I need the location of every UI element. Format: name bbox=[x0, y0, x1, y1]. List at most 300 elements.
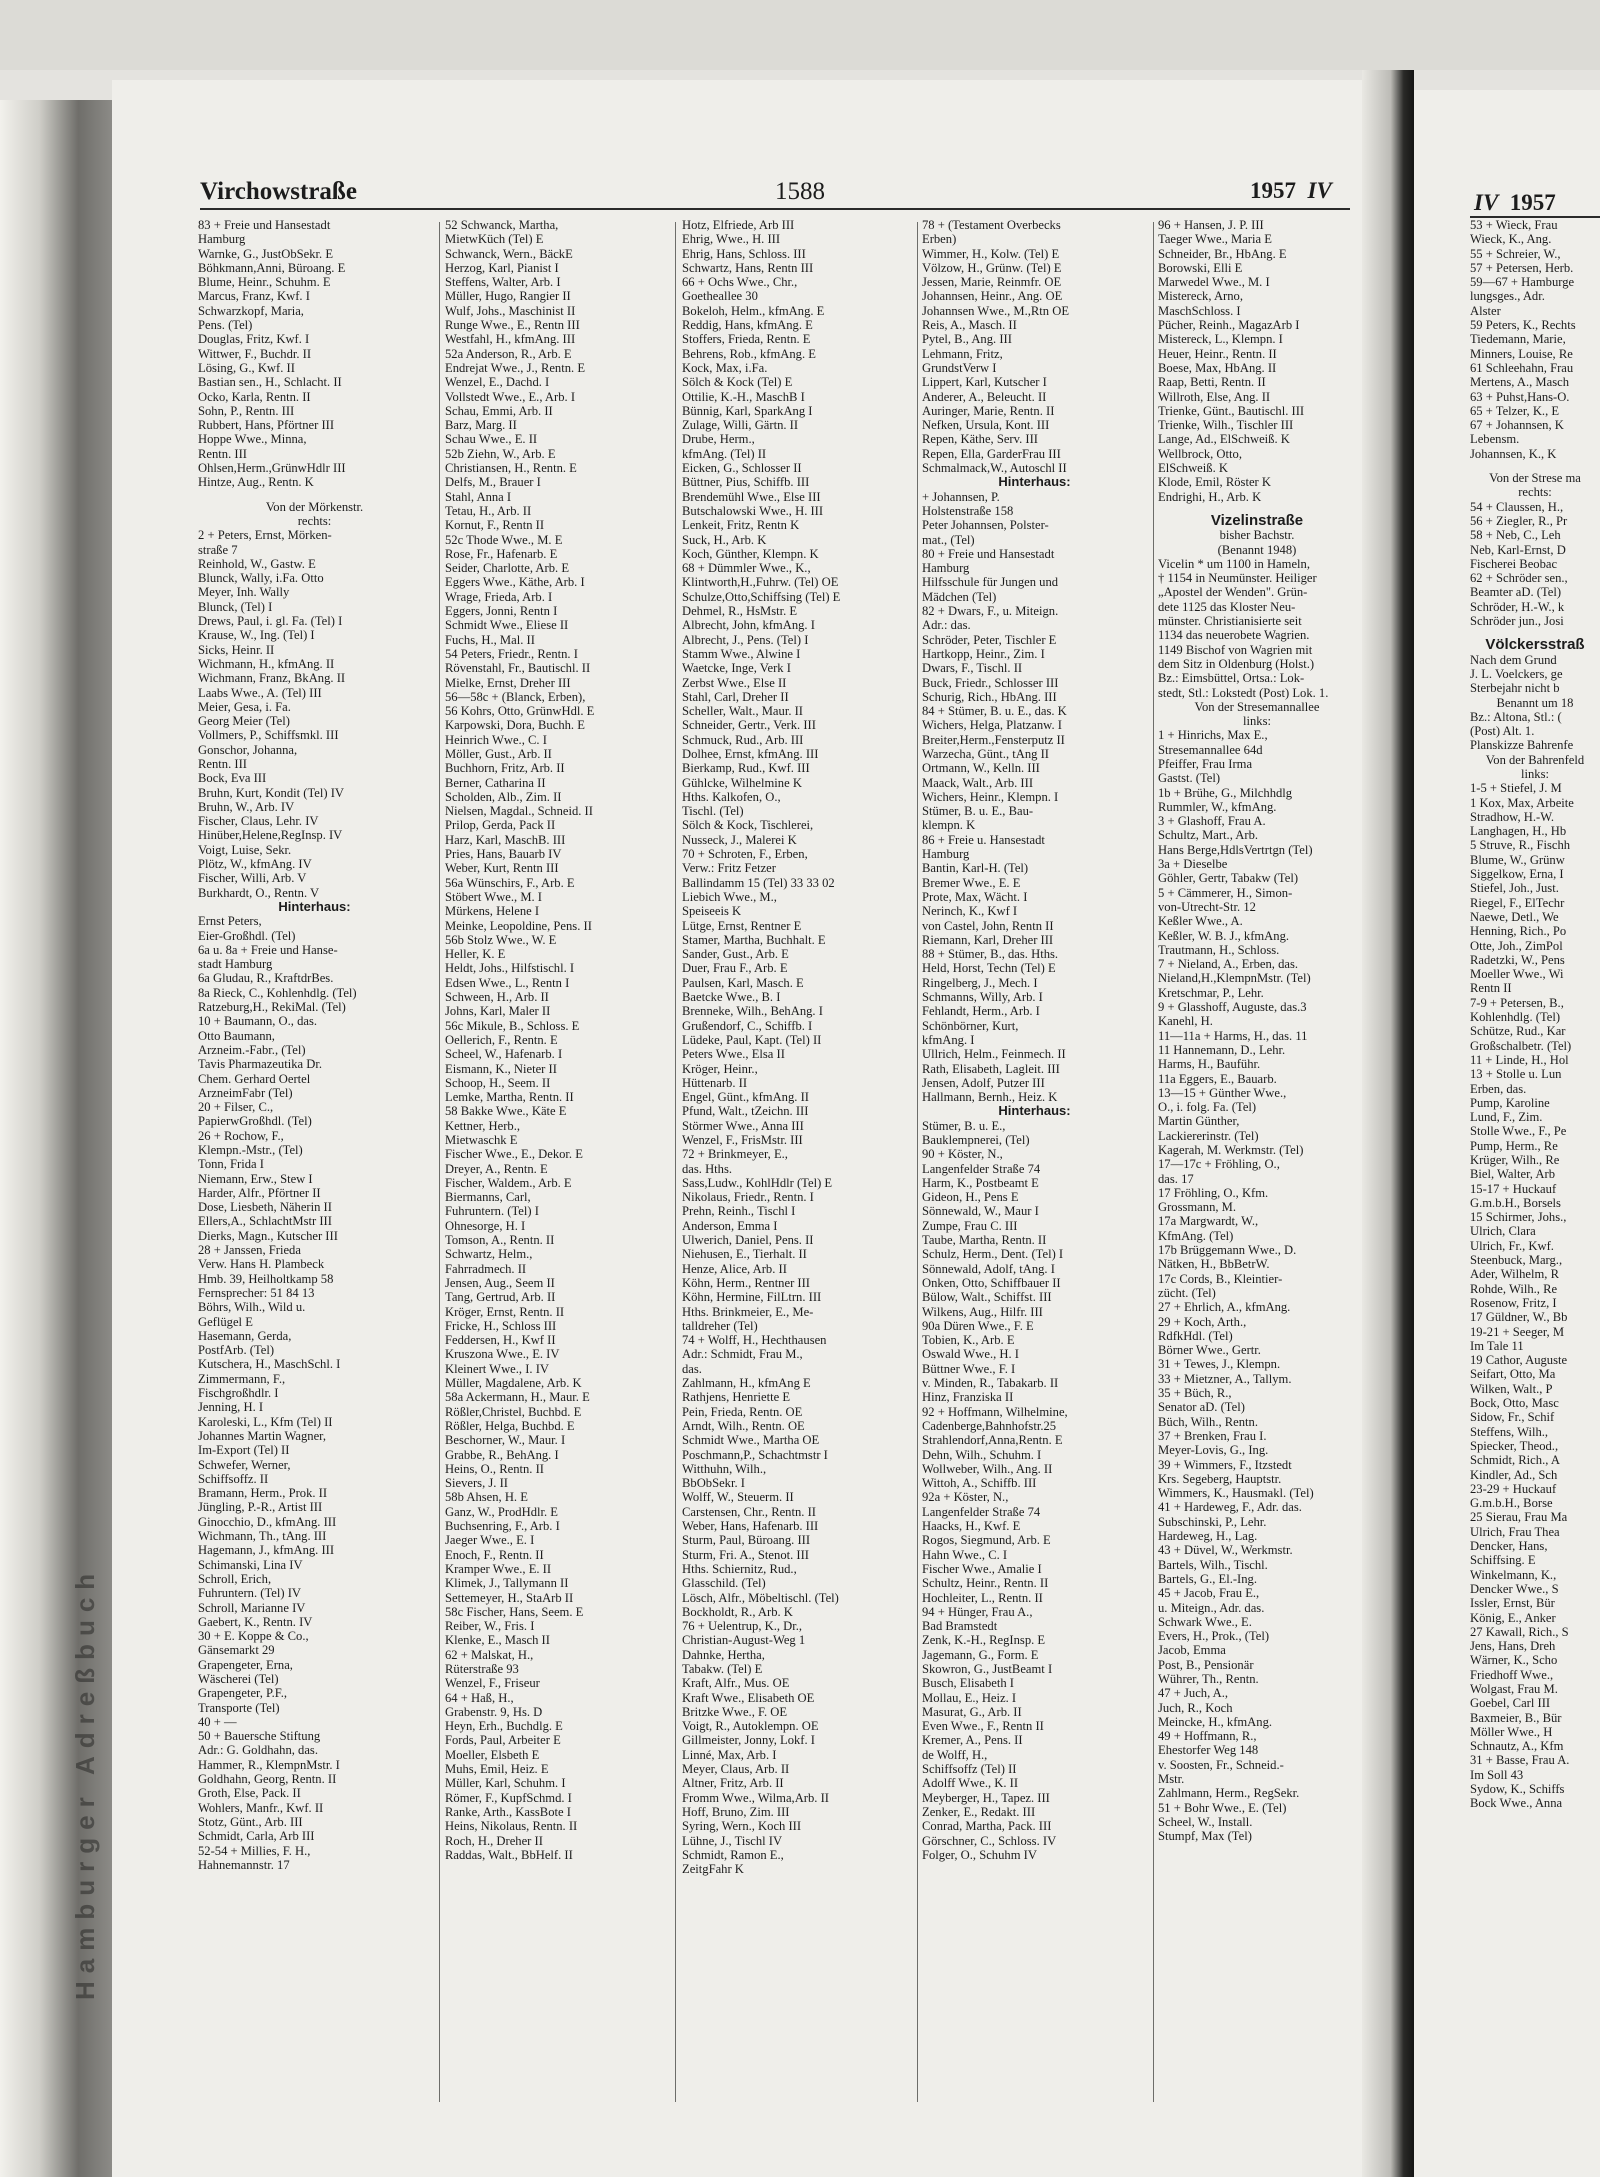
directory-column-5 bbox=[1158, 218, 1356, 1844]
directory-entry: Subschinski, P., Lehr. bbox=[1158, 1514, 1267, 1529]
directory-entry: Ernst Peters, bbox=[198, 914, 262, 929]
directory-entry: Kröger, Ernst, Rentn. II bbox=[445, 1304, 565, 1319]
directory-entry: Gaebert, K., Rentn. IV bbox=[198, 1614, 313, 1629]
directory-entry: kfmAng. I bbox=[922, 1032, 975, 1047]
directory-entry: 17b Brüggemann Wwe., D. bbox=[1158, 1243, 1297, 1258]
directory-entry: rechts: bbox=[1518, 485, 1552, 500]
directory-entry: Fromm Wwe., Wilma,Arb. II bbox=[682, 1790, 829, 1805]
directory-entry: 88 + Stümer, B., das. Hths. bbox=[922, 947, 1059, 962]
directory-entry: Ballindamm 15 (Tel) 33 33 02 bbox=[682, 875, 835, 890]
directory-entry: Lippert, Karl, Kutscher I bbox=[922, 375, 1047, 390]
directory-entry: Neb, Karl-Ernst, D bbox=[1470, 542, 1566, 557]
directory-entry: Reis, A., Masch. II bbox=[922, 318, 1017, 333]
directory-entry: Jens, Hans, Dreh bbox=[1470, 1639, 1556, 1654]
directory-entry: Pries, Hans, Bauarb IV bbox=[445, 847, 562, 862]
directory-entry: 52 Schwanck, Martha, bbox=[445, 218, 559, 232]
directory-entry: Hagemann, J., kfmAng. III bbox=[198, 1543, 335, 1558]
directory-entry: Plötz, W., kfmAng. IV bbox=[198, 857, 312, 872]
directory-entry: Blume, W., Grünw bbox=[1470, 852, 1565, 867]
directory-entry: Ehestorfer Weg 148 bbox=[1158, 1743, 1259, 1758]
directory-entry: Hinterhaus: bbox=[998, 474, 1071, 490]
directory-entry: Zimmermann, F., bbox=[198, 1371, 286, 1386]
directory-entry: 83 + Freie und Hansestadt bbox=[198, 218, 331, 232]
directory-entry: Schultz, Mart., Arb. bbox=[1158, 828, 1259, 843]
directory-entry: Kruszona Wwe., E. IV bbox=[445, 1347, 560, 1362]
directory-entry: Even Wwe., F., Rentn II bbox=[922, 1719, 1044, 1734]
directory-entry: Sander, Gust., Arb. E bbox=[682, 947, 789, 962]
directory-entry: Riegel, F., ElTechr bbox=[1470, 895, 1565, 910]
directory-entry: Meincke, H., kfmAng. bbox=[1158, 1714, 1273, 1729]
directory-entry: Riemann, Karl, Dreher III bbox=[922, 932, 1054, 947]
directory-entry: Mollau, E., Heiz. I bbox=[922, 1690, 1017, 1705]
directory-entry: Lange, Ad., ElSchweiß. K bbox=[1158, 432, 1290, 447]
directory-entry: Zenk, K.-H., RegInsp. E bbox=[922, 1633, 1046, 1648]
directory-entry: das. bbox=[682, 1361, 702, 1376]
directory-entry: Kremer, A., Pens. II bbox=[922, 1733, 1023, 1748]
directory-entry: Müller, Hugo, Rangier II bbox=[445, 289, 571, 304]
directory-entry: Karpowski, Dora, Buchh. E bbox=[445, 718, 585, 733]
directory-entry: Niehusen, E., Tierhalt. II bbox=[682, 1247, 807, 1262]
directory-entry: 54 Peters, Friedr., Rentn. I bbox=[445, 646, 578, 661]
directory-entry: Carstensen, Chr., Rentn. II bbox=[682, 1504, 816, 1519]
directory-entry: Tonn, Frida I bbox=[198, 1157, 264, 1172]
directory-entry: Blunck, (Tel) I bbox=[198, 599, 273, 614]
directory-entry: Hths. Brinkmeier, E., Me- bbox=[682, 1304, 814, 1319]
directory-entry: Liebich Wwe., M., bbox=[682, 889, 777, 904]
directory-entry: Tavis Pharmazeutika Dr. bbox=[198, 1057, 322, 1072]
directory-entry: Krs. Segeberg, Hauptstr. bbox=[1158, 1471, 1282, 1486]
directory-entry: Post, B., Pensionär bbox=[1158, 1657, 1254, 1672]
directory-entry: Beamter aD. (Tel) bbox=[1470, 585, 1562, 600]
directory-entry: Bruhn, Kurt, Kondit (Tel) IV bbox=[198, 785, 345, 800]
directory-entry: Wenzel, E., Dachd. I bbox=[445, 375, 550, 390]
directory-entry: Schmidt, Ramon E., bbox=[682, 1847, 784, 1862]
directory-entry: Wärner, K., Scho bbox=[1470, 1653, 1558, 1668]
directory-entry: 68 + Dümmler Wwe., K., bbox=[682, 561, 811, 576]
directory-entry: Tobien, K., Arb. E bbox=[922, 1333, 1015, 1348]
directory-entry: Meyer-Lovis, G., Ing. bbox=[1158, 1443, 1269, 1458]
directory-entry: J. L. Voelckers, ge bbox=[1470, 666, 1563, 681]
directory-entry: Nieland,H.,KlempnMstr. (Tel) bbox=[1158, 971, 1311, 986]
directory-entry: Fernsprecher: 51 84 13 bbox=[198, 1285, 315, 1300]
directory-entry: Stamer, Martha, Buchhalt. E bbox=[682, 932, 826, 947]
directory-entry: Maack, Walt., Arb. III bbox=[922, 775, 1034, 790]
directory-entry: Sohn, P., Rentn. III bbox=[198, 403, 295, 418]
directory-entry: 19 Cathor, Auguste bbox=[1470, 1353, 1568, 1368]
directory-entry: Wilken, Walt., P bbox=[1470, 1381, 1553, 1396]
directory-entry: Senator aD. (Tel) bbox=[1158, 1400, 1245, 1415]
directory-entry: Stamm Wwe., Alwine I bbox=[682, 646, 801, 661]
directory-entry: 62 + Malskat, H., bbox=[445, 1647, 534, 1662]
directory-entry: Vollstedt Wwe., E., Arb. I bbox=[445, 389, 576, 404]
directory-entry: de Wolff, H., bbox=[922, 1747, 988, 1762]
directory-entry: Roch, H., Dreher II bbox=[445, 1833, 543, 1848]
directory-entry: Meyberger, H., Tapez. III bbox=[922, 1790, 1050, 1805]
directory-entry: links: bbox=[1521, 766, 1549, 781]
directory-entry: Hallmann, Bernh., Heiz. K bbox=[922, 1090, 1058, 1105]
directory-entry: Zahlmann, H., kfmAng E bbox=[682, 1376, 811, 1391]
directory-entry: Douglas, Fritz, Kwf. I bbox=[198, 332, 310, 347]
directory-entry: Stumpf, Max (Tel) bbox=[1158, 1829, 1252, 1844]
directory-entry: Lemke, Martha, Rentn. II bbox=[445, 1090, 574, 1105]
directory-entry: Repen, Käthe, Serv. III bbox=[922, 432, 1038, 447]
directory-entry: 1-5 + Stiefel, J. M bbox=[1470, 781, 1562, 796]
directory-entry: Wulf, Johs., Maschinist II bbox=[445, 303, 576, 318]
directory-entry: Von der Mörkenstr. bbox=[265, 499, 364, 514]
directory-entry: Ranke, Arth., KassBote I bbox=[445, 1804, 571, 1819]
directory-entry: Wenzel, F., FrisMstr. III bbox=[682, 1133, 803, 1147]
directory-entry: Fischgroßhdlr. I bbox=[198, 1386, 279, 1401]
directory-entry: Adr.: G. Goldhahn, das. bbox=[198, 1743, 318, 1758]
directory-entry: Verw.: Fritz Fetzer bbox=[682, 861, 776, 876]
directory-entry: Pein, Frieda, Rentn. OE bbox=[682, 1404, 803, 1419]
directory-entry: 30 + E. Koppe & Co., bbox=[198, 1629, 309, 1644]
directory-entry: 58c Fischer, Hans, Seem. E bbox=[445, 1604, 584, 1619]
directory-entry: Pens. (Tel) bbox=[198, 318, 253, 333]
directory-entry: Rummler, W., kfmAng. bbox=[1158, 799, 1277, 814]
directory-entry: Christian-August-Weg 1 bbox=[682, 1633, 806, 1648]
directory-entry: Bock, Eva III bbox=[198, 771, 267, 786]
directory-entry: Hamburg bbox=[198, 232, 246, 247]
right-page-heading bbox=[1474, 190, 1556, 216]
directory-entry: 92 + Hoffmann, Wilhelmine, bbox=[922, 1404, 1068, 1419]
directory-entry: Erben) bbox=[922, 232, 957, 247]
directory-entry: Hinterhaus: bbox=[278, 898, 351, 914]
directory-entry: Peters Wwe., Elsa II bbox=[682, 1047, 785, 1062]
directory-entry: Mstr. bbox=[1158, 1772, 1185, 1787]
directory-entry: Seider, Charlotte, Arb. E bbox=[445, 561, 570, 576]
directory-entry: 52-54 + Millies, F. H., bbox=[198, 1843, 311, 1858]
directory-entry: 23-29 + Huckauf bbox=[1470, 1481, 1557, 1496]
directory-entry: Ulrich, Clara bbox=[1470, 1224, 1536, 1239]
directory-entry: MietwKüch (Tel) E bbox=[445, 232, 544, 247]
directory-entry: 1149 Bischof von Wagrien mit bbox=[1158, 642, 1313, 657]
directory-entry: klempn. K bbox=[922, 818, 976, 833]
directory-entry: Lehmann, Fritz, bbox=[922, 346, 1003, 361]
directory-entry: Rentn II bbox=[1470, 981, 1512, 996]
directory-entry: Adr.: das. bbox=[922, 618, 971, 633]
directory-entry: mat., (Tel) bbox=[922, 532, 975, 547]
directory-entry: zücht. (Tel) bbox=[1158, 1285, 1216, 1300]
directory-entry: Arzneim.-Fabr., (Tel) bbox=[198, 1042, 306, 1057]
directory-entry: Auringer, Marie, Rentn. II bbox=[922, 403, 1055, 418]
directory-entry: Harder, Alfr., Pförtner II bbox=[198, 1185, 321, 1200]
directory-entry: Schwark Wwe., E. bbox=[1158, 1614, 1252, 1629]
directory-entry: Schimanski, Lina IV bbox=[198, 1557, 303, 1572]
directory-entry: Nach dem Grund bbox=[1470, 652, 1557, 667]
directory-entry: Schwefer, Werner, bbox=[198, 1457, 291, 1472]
directory-entry: 94 + Hünger, Frau A., bbox=[922, 1604, 1033, 1619]
directory-entry: Sturm, Fri. A., Stenot. III bbox=[682, 1547, 809, 1562]
street-section-heading: Völckersstraß bbox=[1485, 636, 1585, 654]
directory-entry: Blume, Heinr., Schuhm. E bbox=[198, 275, 331, 290]
directory-entry: Wichmann, Th., tAng. III bbox=[198, 1529, 327, 1544]
directory-entry: Repen, Ella, GarderFrau III bbox=[922, 446, 1061, 461]
directory-entry: Albrecht, John, kfmAng. I bbox=[682, 618, 815, 633]
directory-entry: Göhler, Gertr, Tabakw (Tel) bbox=[1158, 871, 1299, 886]
directory-entry: 52a Anderson, R., Arb. E bbox=[445, 346, 572, 361]
directory-entry: Christiansen, H., Rentn. E bbox=[445, 461, 577, 476]
directory-entry: Fuhruntern. (Tel) IV bbox=[198, 1586, 301, 1601]
directory-entry: Grußendorf, C., Schiffb. I bbox=[682, 1018, 813, 1033]
directory-entry: 64 + Haß, H., bbox=[445, 1690, 514, 1705]
directory-entry: 11a Eggers, E., Bauarb. bbox=[1158, 1071, 1277, 1086]
directory-entry: Grabenstr. 9, Hs. D bbox=[445, 1704, 543, 1719]
directory-entry: König, E., Anker bbox=[1470, 1610, 1556, 1625]
directory-entry: Harms, H., Bauführ. bbox=[1158, 1057, 1261, 1072]
directory-entry: Pfund, Walt., tZeichn. III bbox=[682, 1104, 809, 1119]
directory-entry: Bokeloh, Helm., kfmAng. E bbox=[682, 303, 825, 318]
directory-entry: Römer, F., KupfSchmd. I bbox=[445, 1790, 572, 1805]
directory-entry: 11 + Linde, H., Hol bbox=[1470, 1052, 1569, 1067]
directory-entry: Ratzeburg,H., RekiMal. (Tel) bbox=[198, 1000, 346, 1015]
directory-entry: Jensen, Adolf, Putzer III bbox=[922, 1075, 1045, 1090]
directory-entry: 51 + Bohr Wwe., E. (Tel) bbox=[1158, 1800, 1287, 1815]
directory-entry: 56 + Ziegler, R., Pr bbox=[1470, 513, 1568, 528]
directory-entry: Schwartz, Hans, Rentn III bbox=[682, 260, 814, 275]
directory-entry: Schwartz, Helm., bbox=[445, 1247, 533, 1262]
directory-entry: rechts: bbox=[297, 513, 332, 528]
directory-entry: Suck, H., Arb. K bbox=[682, 532, 767, 547]
directory-entry: 58a Ackermann, H., Maur. E bbox=[445, 1390, 590, 1405]
directory-entry: 15-17 + Huckauf bbox=[1470, 1181, 1557, 1196]
directory-entry: Prehn, Reinh., Tischl I bbox=[682, 1204, 796, 1219]
directory-entry: Sidow, Fr., Schif bbox=[1470, 1410, 1555, 1425]
directory-entry: Lackiererinstr. (Tel) bbox=[1158, 1128, 1259, 1143]
directory-entry: Fischer, Willi, Arb. V bbox=[198, 871, 307, 886]
directory-entry: Klintworth,H.,Fuhrw. (Tel) OE bbox=[682, 575, 839, 590]
directory-entry: PostfArb. (Tel) bbox=[198, 1343, 275, 1358]
directory-entry: † 1154 in Neumünster. Heiliger bbox=[1158, 571, 1317, 586]
directory-entry: Warzecha, Günt., tAng II bbox=[922, 746, 1049, 761]
directory-entry: Schröder jun., Josi bbox=[1470, 614, 1564, 629]
directory-entry: Bastian sen., H., Schlacht. II bbox=[198, 375, 342, 390]
directory-entry: Nefken, Ursula, Kont. III bbox=[922, 418, 1050, 433]
directory-entry: Dose, Liesbeth, Näherin II bbox=[198, 1200, 332, 1215]
directory-entry: Wittwer, F., Buchdr. II bbox=[198, 346, 312, 361]
directory-entry: Kutschera, H., MaschSchl. I bbox=[198, 1357, 341, 1372]
directory-entry: Schau Wwe., E. II bbox=[445, 432, 538, 447]
directory-entry: Wührer, Th., Rentn. bbox=[1158, 1671, 1259, 1686]
directory-entry: Keßler, W. B. J., kfmAng. bbox=[1158, 928, 1290, 943]
directory-entry: Held, Horst, Techn (Tel) E bbox=[922, 961, 1056, 976]
directory-entry: Paulsen, Karl, Masch. E bbox=[682, 975, 804, 990]
directory-entry: 58 + Neb, C., Leh bbox=[1470, 528, 1561, 543]
directory-entry: Sölch & Kock, Tischlerei, bbox=[682, 818, 814, 833]
directory-entry: Holstenstraße 158 bbox=[922, 503, 1014, 518]
page-number: 1588 bbox=[775, 178, 825, 205]
directory-entry: Trienke, Günt., Bautischl. III bbox=[1158, 403, 1305, 418]
directory-entry: Jacob, Emma bbox=[1158, 1643, 1226, 1658]
directory-entry: Hochleiter, L., Rentn. II bbox=[922, 1590, 1043, 1605]
directory-entry: Eier-Großhdl. (Tel) bbox=[198, 928, 296, 943]
directory-entry: Hammer, R., KlempnMstr. I bbox=[198, 1757, 340, 1772]
directory-entry: 28 + Janssen, Frieda bbox=[198, 1243, 301, 1258]
directory-entry: Bock Wwe., Anna bbox=[1470, 1796, 1563, 1811]
directory-entry: Sölch & Kock (Tel) E bbox=[682, 375, 793, 390]
directory-entry: Hahn Wwe., C. I bbox=[922, 1547, 1008, 1562]
directory-entry: Ulrich, Fr., Kwf. bbox=[1470, 1238, 1554, 1253]
directory-entry: Schneider, Gertr., Verk. III bbox=[682, 718, 816, 733]
directory-entry: Minners, Louise, Re bbox=[1470, 346, 1573, 361]
directory-entry: 25 Sierau, Frau Ma bbox=[1470, 1510, 1568, 1525]
directory-entry: + Johannsen, P. bbox=[922, 489, 1000, 504]
directory-entry: Bruhn, W., Arb. IV bbox=[198, 799, 295, 814]
directory-entry: Ohnesorge, H. I bbox=[445, 1218, 526, 1233]
directory-entry: Bülow, Walt., Schiffst. III bbox=[922, 1290, 1052, 1305]
directory-entry: Grabbe, R., BehAng. I bbox=[445, 1447, 559, 1462]
directory-entry: Pfeiffer, Frau Irma bbox=[1158, 756, 1253, 771]
directory-entry: Buchsenring, F., Arb. I bbox=[445, 1519, 560, 1534]
directory-entry: Johns, Karl, Maler II bbox=[445, 1004, 551, 1019]
directory-entry: Borowski, Elli E bbox=[1158, 260, 1243, 275]
directory-entry: 37 + Brenken, Frau I. bbox=[1158, 1428, 1267, 1443]
directory-entry: Stümer, B. u. E., Bau- bbox=[922, 804, 1034, 819]
directory-entry: Klenke, E., Masch II bbox=[445, 1633, 550, 1648]
directory-entry: Glasschild. (Tel) bbox=[682, 1576, 766, 1591]
directory-entry: Fahrradmech. II bbox=[445, 1261, 527, 1276]
directory-entry: 52b Ziehn, W., Arb. E bbox=[445, 446, 556, 461]
directory-entry: Groth, Else, Pack. II bbox=[198, 1786, 301, 1801]
directory-entry: Rentn. III bbox=[198, 446, 247, 461]
directory-entry: Eggers, Jonni, Rentn I bbox=[445, 604, 558, 619]
directory-entry: Ehrig, Hans, Schloss. III bbox=[682, 246, 806, 261]
directory-entry: Müller, Magdalene, Arb. K bbox=[445, 1376, 582, 1391]
directory-entry: Steffens, Wilh., bbox=[1470, 1424, 1549, 1439]
directory-entry: Klimek, J., Tallymann II bbox=[445, 1576, 569, 1591]
directory-entry: Radetzki, W., Pens bbox=[1470, 952, 1565, 967]
spine-lettering: Hamburger Adreßbuch bbox=[70, 1565, 100, 2000]
directory-entry: Tabakw. (Tel) E bbox=[682, 1661, 763, 1676]
directory-entry: 26 + Rochow, F., bbox=[198, 1128, 284, 1143]
directory-entry: u. Miteign., Adr. das. bbox=[1158, 1600, 1265, 1615]
directory-entry: Dreyer, A., Rentn. E bbox=[445, 1161, 548, 1176]
directory-entry: Busch, Elisabeth I bbox=[922, 1676, 1014, 1691]
book-gutter bbox=[1362, 70, 1414, 2177]
directory-entry: Willroth, Else, Ang. II bbox=[1158, 389, 1271, 404]
directory-entry: Bz.: Altona, Stl.: ( bbox=[1470, 709, 1562, 724]
directory-entry: Ottilie, K.-H., MaschB I bbox=[682, 389, 805, 404]
directory-entry: Brendemühl Wwe., Else III bbox=[682, 489, 821, 504]
directory-entry: Dierks, Magn., Kutscher III bbox=[198, 1228, 338, 1243]
directory-entry: Wichers, Helga, Platzanw. I bbox=[922, 718, 1062, 733]
directory-entry: Henning, Rich., Po bbox=[1470, 924, 1567, 939]
directory-entry: Nusseck, J., Malerei K bbox=[682, 832, 797, 847]
directory-entry: Schiffsing. E bbox=[1470, 1553, 1536, 1568]
directory-entry: Sterbejahr nicht b bbox=[1470, 681, 1560, 696]
directory-entry: Juch, R., Koch bbox=[1158, 1700, 1233, 1715]
directory-entry: Schiffsoffz (Tel) II bbox=[922, 1762, 1017, 1777]
directory-entry: lungsges., Adr. bbox=[1470, 289, 1545, 304]
directory-entry: Behrens, Rob., kfmAng. E bbox=[682, 346, 816, 361]
directory-entry: Pump, Herm., Re bbox=[1470, 1138, 1558, 1153]
directory-entry: 45 + Jacob, Frau E., bbox=[1158, 1586, 1260, 1601]
directory-entry: Zerbst Wwe., Else II bbox=[682, 675, 787, 690]
directory-entry: Köhn, Hermine, FilLtrn. III bbox=[682, 1290, 822, 1305]
directory-entry: 17—17c + Fröhling, O., bbox=[1158, 1157, 1280, 1172]
directory-entry: 31 + Basse, Frau A. bbox=[1470, 1753, 1570, 1768]
directory-entry: 82 + Dwars, F., u. Miteign. bbox=[922, 604, 1059, 619]
directory-entry: (Benannt 1948) bbox=[1217, 542, 1297, 557]
directory-entry: Folger, O., Schuhm IV bbox=[922, 1847, 1037, 1862]
directory-entry: Reiber, W., Fris. I bbox=[445, 1619, 535, 1634]
directory-entry: 66 + Ochs Wwe., Chr., bbox=[682, 275, 798, 290]
directory-entry: straße 7 bbox=[198, 542, 238, 557]
directory-entry: 27 Kawall, Rich., S bbox=[1470, 1624, 1569, 1639]
directory-entry: Heyn, Erh., Buchdlg. E bbox=[445, 1719, 563, 1734]
directory-entry: Rentn. III bbox=[198, 756, 247, 771]
directory-entry: Niemann, Erw., Stew I bbox=[198, 1171, 313, 1186]
directory-entry: Jagemann, G., Form. E bbox=[922, 1647, 1039, 1662]
directory-entry: 57 + Petersen, Herb. bbox=[1470, 260, 1574, 275]
directory-entry: Gühlcke, Wilhelmine K bbox=[682, 775, 802, 790]
directory-entry: Schmidt, Rich., A bbox=[1470, 1453, 1560, 1468]
directory-entry: stedt, Stl.: Lokstedt (Post) Lok. 1. bbox=[1158, 685, 1329, 700]
directory-entry: Wrage, Frieda, Arb. I bbox=[445, 589, 553, 604]
directory-entry: Taube, Martha, Rentn. II bbox=[922, 1233, 1047, 1248]
directory-entry: Stiefel, Joh., Just. bbox=[1470, 881, 1559, 896]
directory-entry: 1 Kox, Max, Arbeite bbox=[1470, 795, 1574, 810]
directory-entry: Heins, Nikolaus, Rentn. II bbox=[445, 1819, 578, 1834]
directory-entry: Fehlandt, Herm., Arb. I bbox=[922, 1004, 1040, 1019]
directory-entry: Prote, Max, Wächt. I bbox=[922, 889, 1028, 904]
directory-entry: Biel, Walter, Arb bbox=[1470, 1167, 1555, 1182]
directory-entry: Vollmers, P., Schiffsmkl. III bbox=[198, 728, 339, 743]
directory-entry: 13—15 + Günther Wwe., bbox=[1158, 1085, 1287, 1100]
directory-entry: Issler, Ernst, Bür bbox=[1470, 1596, 1555, 1611]
directory-entry: Scheller, Walt., Maur. II bbox=[682, 704, 804, 719]
directory-entry: Hintze, Aug., Rentn. K bbox=[198, 475, 314, 490]
directory-entry: Gastst. (Tel) bbox=[1158, 771, 1221, 786]
directory-entry: 56a Wünschirs, F., Arb. E bbox=[445, 875, 575, 890]
directory-entry: Georg Meier (Tel) bbox=[198, 714, 290, 729]
right-year: 1957 bbox=[1509, 190, 1556, 215]
directory-entry: Lösing, G., Kwf. II bbox=[198, 360, 295, 375]
directory-entry: Laabs Wwe., A. (Tel) III bbox=[198, 685, 322, 700]
directory-entry: GrundstVerw I bbox=[922, 360, 997, 375]
directory-entry: 2 + Peters, Ernst, Mörken- bbox=[198, 528, 332, 543]
directory-entry: Scheel, W., Hafenarb. I bbox=[445, 1047, 563, 1062]
directory-entry: 17c Cords, B., Kleintier- bbox=[1158, 1271, 1283, 1286]
directory-entry: Gänsemarkt 29 bbox=[198, 1643, 275, 1658]
directory-entry: Blunck, Wally, i.Fa. Otto bbox=[198, 571, 324, 586]
column-divider bbox=[439, 222, 440, 2102]
directory-entry: Gideon, H., Pens E bbox=[922, 1190, 1019, 1205]
directory-entry: Johannsen Wwe., M.,Rtn OE bbox=[922, 303, 1070, 318]
directory-entry: Von der Bahrenfeld bbox=[1485, 752, 1585, 767]
directory-entry: 74 + Wolff, H., Hechthausen bbox=[682, 1333, 827, 1348]
directory-entry: Büttner Wwe., F. I bbox=[922, 1361, 1016, 1376]
directory-entry: Fischer, Waldem., Arb. E bbox=[445, 1175, 572, 1190]
directory-entry: Rogos, Siegmund, Arb. E bbox=[922, 1533, 1051, 1548]
directory-entry: Henze, Alice, Arb. II bbox=[682, 1261, 787, 1276]
directory-entry: Baxmeier, B., Bür bbox=[1470, 1710, 1562, 1725]
directory-entry: Evers, H., Prok., (Tel) bbox=[1158, 1629, 1270, 1644]
directory-entry: 58 Bakke Wwe., Käte E bbox=[445, 1104, 567, 1119]
directory-entry: Poschmann,P., Schachtmstr I bbox=[682, 1447, 828, 1462]
directory-entry: Strahlendorf,Anna,Rentn. E bbox=[922, 1433, 1063, 1448]
directory-entry: 17a Margwardt, W., bbox=[1158, 1214, 1259, 1229]
directory-entry: Hmb. 39, Heilholtkamp 58 bbox=[198, 1271, 334, 1286]
directory-entry: Hamburg bbox=[922, 561, 970, 576]
directory-entry: Lütge, Ernst, Rentner E bbox=[682, 918, 802, 933]
directory-entry: Skowron, G., JustBeamt I bbox=[922, 1661, 1053, 1676]
directory-entry: Verw. Hans H. Plambeck bbox=[198, 1257, 325, 1272]
directory-entry: O., i. folg. Fa. (Tel) bbox=[1158, 1100, 1257, 1115]
directory-entry: Marcus, Franz, Kwf. I bbox=[198, 289, 310, 304]
directory-entry: 54 + Claussen, H., bbox=[1470, 499, 1564, 514]
directory-entry: Krüger, Wilh., Re bbox=[1470, 1153, 1560, 1167]
